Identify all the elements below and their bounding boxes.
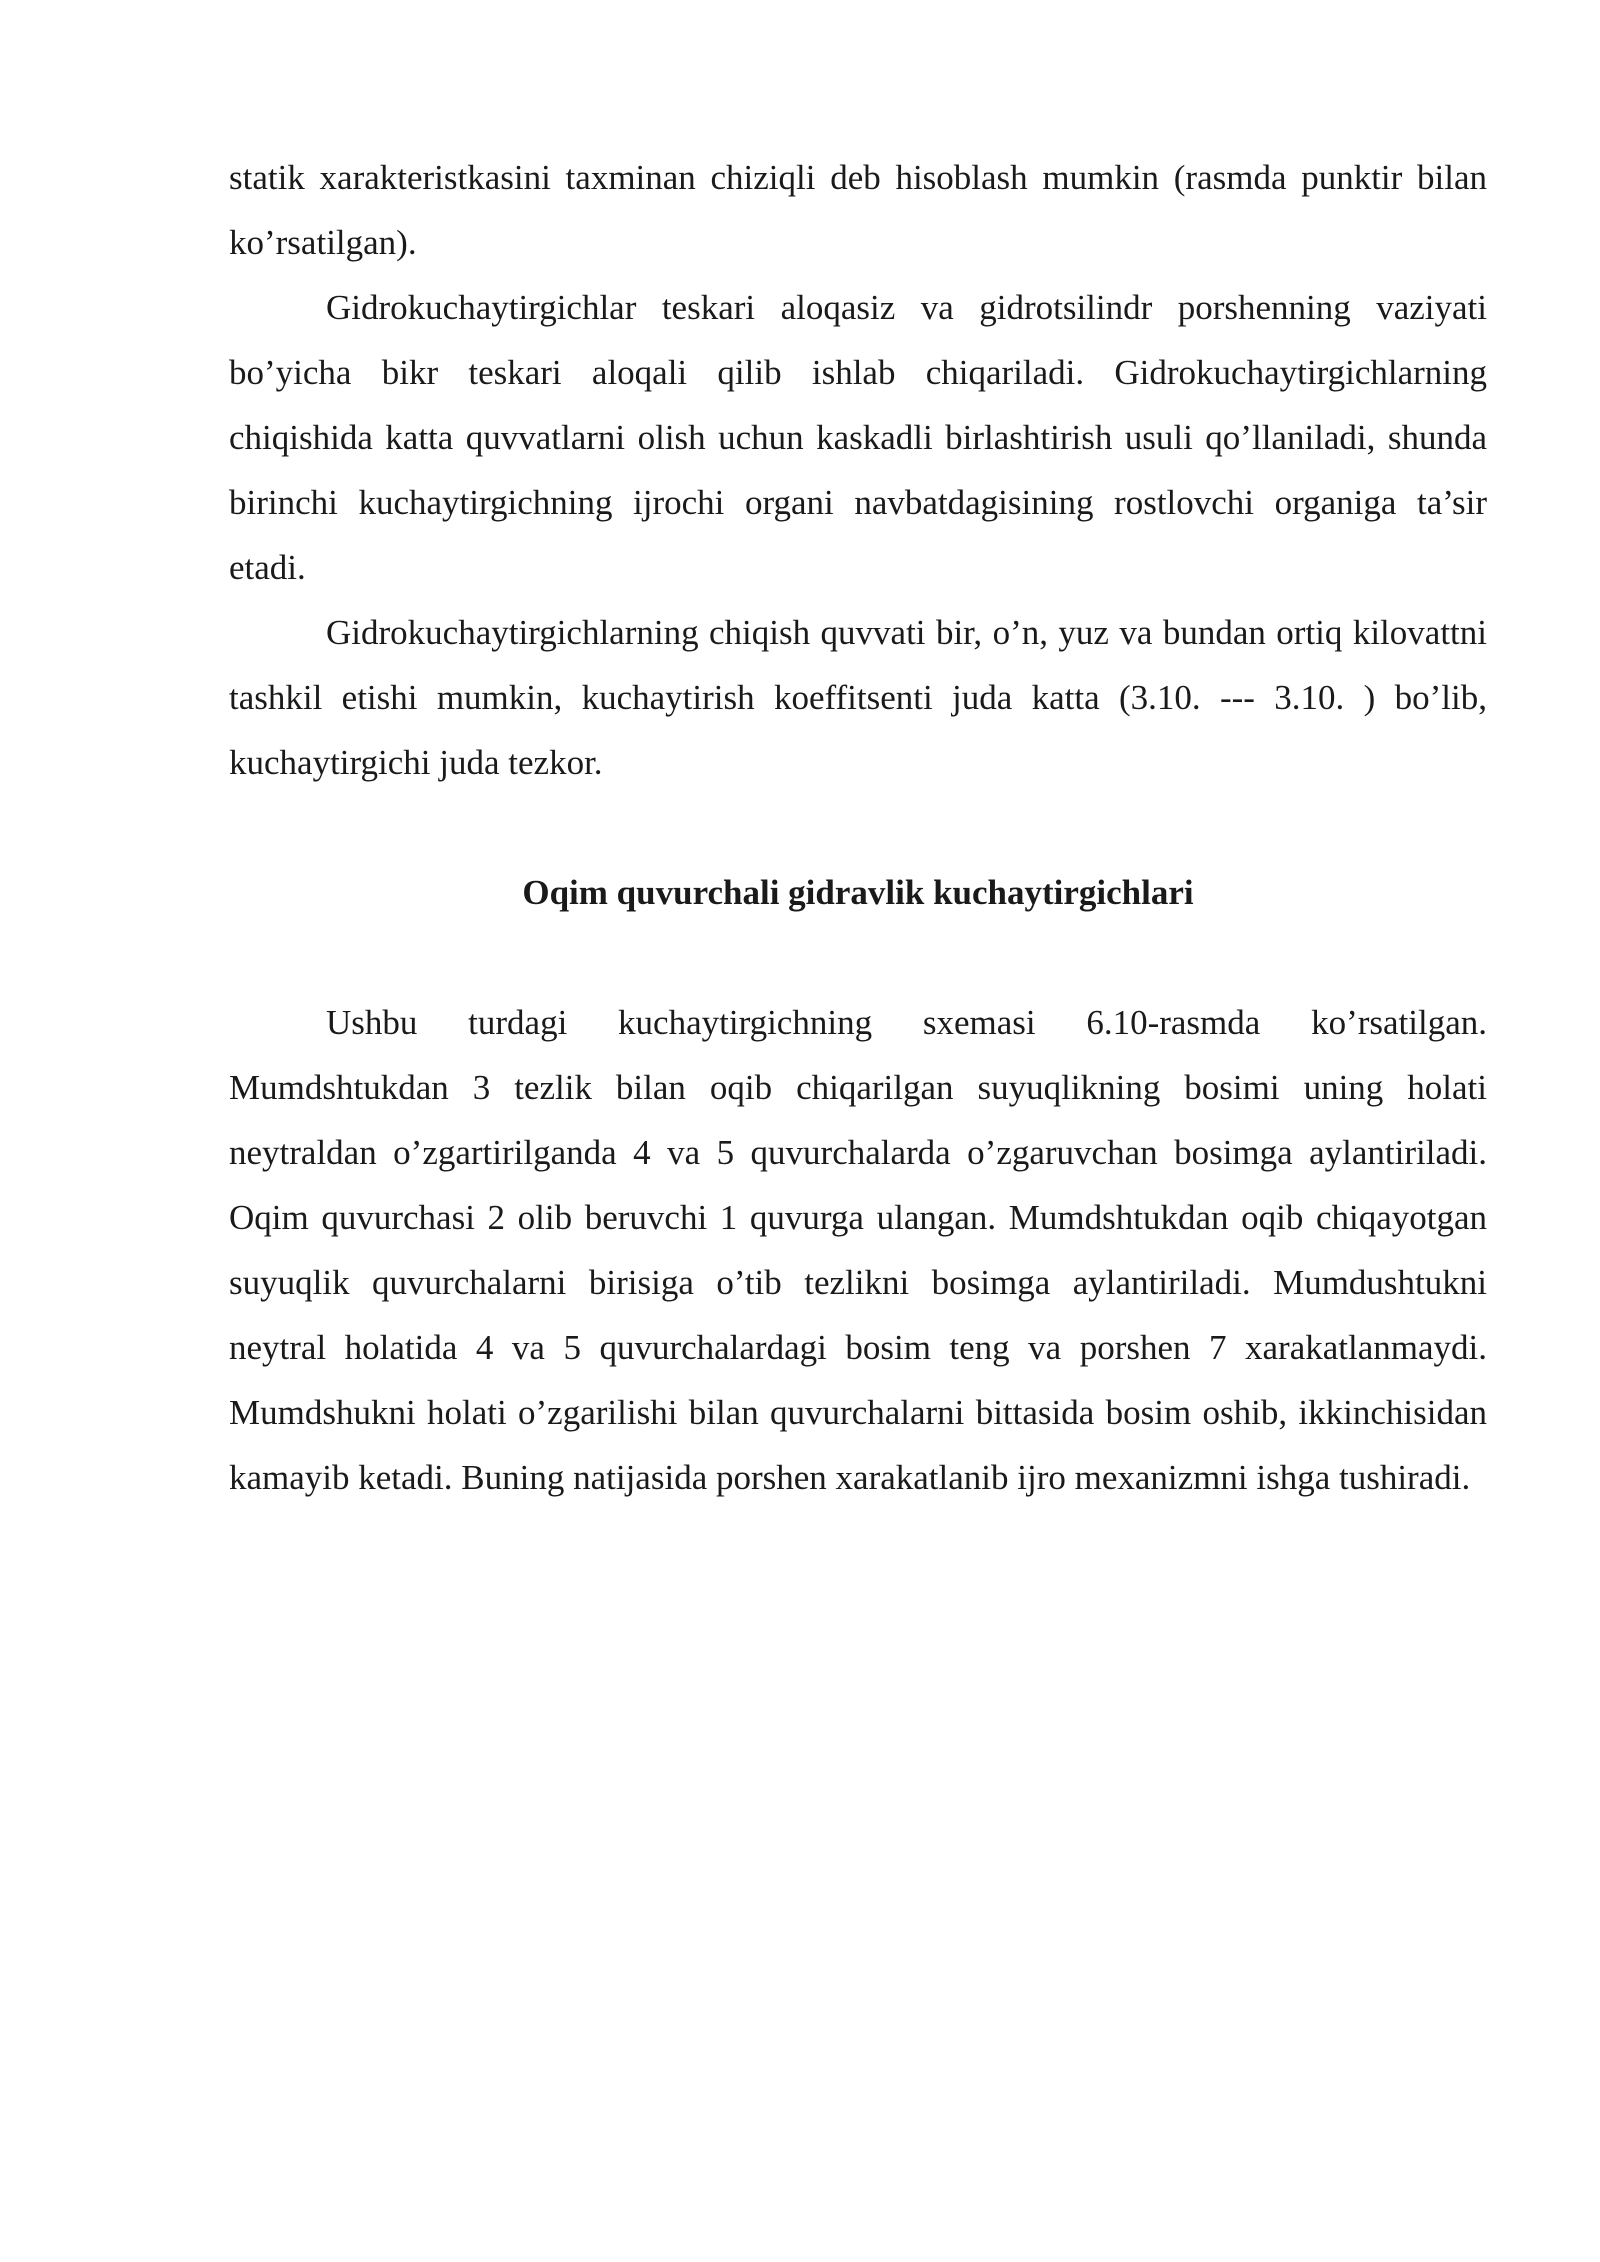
paragraph-4: Ushbu turdagi kuchaytirgichning sxemasi 6.10-rasmda ko’rsatilgan. Mumdshtukdan 3 tezlik bilan oqib chiqarilgan suyuqlikning bosimi uning holati neytraldan o’zgartirilganda 4 va 5 quvurchalarda o’zgaruvchan bosimga aylantiriladi. Oqim quvurchasi 2 olib beruvchi 1 quvurga ulangan. Mumdshtukdan oqib chiqayotgan suyuqlik quvurchalarni birisiga o’tib tezlikni bosimga aylantiriladi. Mumdushtukni neytral holatida 4 va 5 quvurchalardagi bosim teng va porshen 7 xarakatlanmaydi. Mumdshukni holati o’zgarilishi bilan quvurchalarni bittasida bosim oshib, ikkinchisidan kamayib ketadi. Buning natijasida porshen xarakatlanib ijro mexanizmni ishga tushiradi. <box>229 1003 1487 1497</box>
paragraph-3: Gidrokuchaytirgichlarning chiqish quvvati bir, o’n, yuz va bundan ortiq kilovattni tashkil etishi mumkin, kuchaytirish koeffitsenti juda katta (3.10. --- 3.10. ) bo’lib, kuchaytirgichi juda tezkor. <box>229 613 1487 782</box>
document-body <box>229 145 1487 1510</box>
section-heading: Oqim quvurchali gidravlik kuchaytirgichlari <box>522 873 1194 912</box>
spacer <box>229 795 1487 860</box>
spacer <box>229 925 1487 990</box>
paragraph-2: Gidrokuchaytirgichlar teskari aloqasiz va gidrotsilindr porshenning vaziyati bo’yicha bikr teskari aloqali qilib ishlab chiqariladi. Gidrokuchaytirgichlarning chiqishida katta quvvatlarni olish uchun kaskadli birlashtirish usuli qo’llaniladi, shunda birinchi kuchaytirgichning ijrochi organi navbatdagisining rostlovchi organiga ta’sir etadi. <box>229 288 1487 587</box>
paragraph-1: statik xarakteristkasini taxminan chiziqli deb hisoblash mumkin (rasmda punktir bilan ko’rsatilgan). <box>229 158 1487 262</box>
